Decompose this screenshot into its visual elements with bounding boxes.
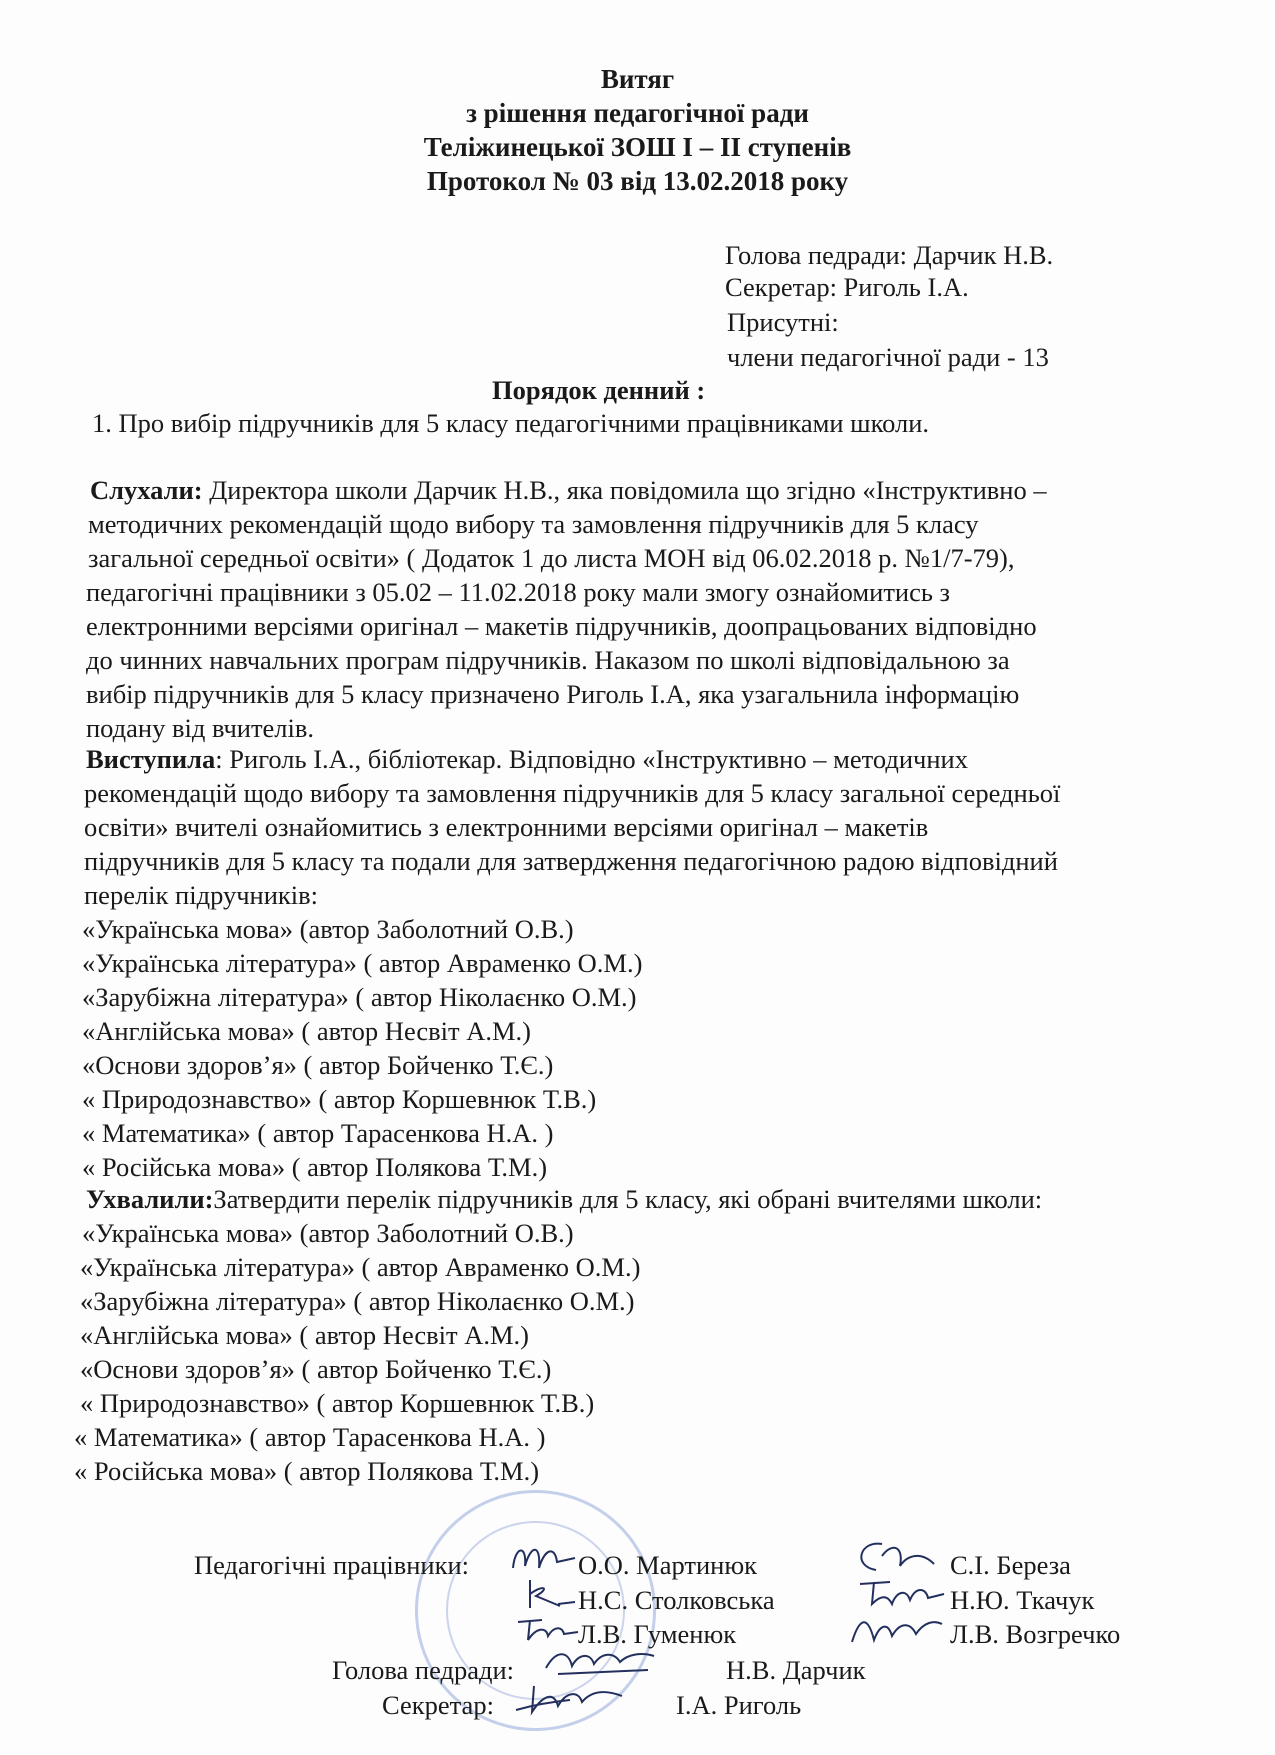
secretary-line: Секретар: Риголь І.А.	[725, 272, 969, 302]
book-item: «Зарубіжна література» ( автор Ніколаєнко О.М.)	[82, 982, 637, 1012]
book-item: «Англійська мова» ( автор Несвіт А.М.)	[80, 1320, 529, 1350]
book-item: « Математика» ( автор Тарасенкова Н.А. )	[82, 1118, 554, 1148]
agenda-title: Порядок денний :	[492, 375, 706, 405]
doc-title: Витяг	[600, 64, 675, 94]
signature-ryhol	[510, 1676, 630, 1720]
book-item: «Англійська мова» ( автор Несвіт А.М.)	[82, 1016, 531, 1046]
staff-name: Н.С. Столковська	[578, 1585, 775, 1615]
school-name: Теліжинецької ЗОШ І – ІІ ступенів	[423, 132, 852, 162]
signature-stolkovska	[520, 1576, 580, 1614]
doc-subtitle: з рішення педагогічної ради	[466, 98, 809, 128]
secretary-sign-name: І.А. Риголь	[676, 1690, 802, 1720]
heard-line	[90, 475, 1047, 506]
signature-vozhrechko	[846, 1610, 946, 1648]
book-item: « Математика» ( автор Тарасенкова Н.А. )	[74, 1422, 546, 1452]
heard-line: подану від вчителів.	[86, 713, 315, 743]
agenda-item: 1. Про вибір підручників для 5 класу педагогічними працівниками школи.	[92, 408, 930, 438]
spoke-line	[86, 744, 968, 775]
heard-line: вибір підручників для 5 класу призначено Риголь І.А, яка узагальнила інформацію	[86, 679, 1020, 709]
protocol-number: Протокол № 03 від 13.02.2018 року	[426, 166, 849, 196]
present-label: Присутні:	[727, 307, 839, 337]
chair-line: Голова педради: Дарчик Н.В.	[725, 240, 1054, 270]
heard-line: електронними версіями оригінал – макетів підручників, доопрацьованих відповідно	[86, 611, 1037, 641]
book-item: «Українська мова» (автор Заболотний О.В.)	[82, 1218, 574, 1248]
chair-sign-name: Н.В. Дарчик	[726, 1655, 866, 1685]
book-item: « Природознавство» ( автор Коршевнюк Т.В.)	[82, 1084, 597, 1114]
decided-line	[86, 1184, 1042, 1215]
staff-name: Н.Ю. Ткачук	[950, 1585, 1095, 1615]
spoke-label: Виступила	[86, 744, 216, 774]
heard-line: до чинних навчальних програм підручників. Наказом по школі відповідальною за	[86, 645, 1010, 675]
heard-line: методичних рекомендацій щодо вибору та замовлення підручників для 5 класу	[88, 509, 979, 539]
staff-name: С.І. Береза	[950, 1550, 1071, 1580]
staff-name: Л.В. Возгречко	[950, 1619, 1121, 1649]
staff-name: Л.В. Гуменюк	[578, 1619, 737, 1649]
spoke-line: освіти» вчителі ознайомитись з електронними версіями оригінал – макетів	[84, 812, 929, 842]
book-item: « Російська мова» ( автор Полякова Т.М.)	[82, 1152, 548, 1182]
spoke-line: перелік підручників:	[84, 880, 319, 910]
signature-martyniuk	[505, 1538, 580, 1578]
heard-line: загальної середньої освіти» ( Додаток 1 до листа МОН від 06.02.2018 р. №1/7-79),	[88, 543, 1015, 573]
heard-text: Директора школи Дарчик Н.В., яка повідомила що згідно «Інструктивно –	[202, 475, 1047, 505]
signature-tkachuk	[856, 1574, 946, 1612]
book-item: «Українська мова» (автор Заболотний О.В.)	[82, 914, 574, 944]
book-item: «Українська література» ( автор Авраменко О.М.)	[80, 1252, 641, 1282]
book-item: «Основи здоров’я» ( автор Бойченко Т.Є.)	[80, 1354, 552, 1384]
secretary-sign-label: Секретар:	[382, 1690, 494, 1720]
spoke-text: : Риголь І.А., бібліотекар. Відповідно «Інструктивно – методичних	[215, 744, 968, 774]
staff-name: О.О. Мартинюк	[578, 1550, 757, 1580]
decided-text: Затвердити перелік підручників для 5 класу, які обрані вчителями школи:	[213, 1184, 1043, 1214]
decided-label: Ухвалили:	[86, 1184, 214, 1214]
book-item: «Основи здоров’я» ( автор Бойченко Т.Є.)	[82, 1050, 554, 1080]
book-item: «Зарубіжна література» ( автор Ніколаєнко О.М.)	[80, 1286, 635, 1316]
book-item: « Природознавство» ( автор Коршевнюк Т.В.)	[80, 1388, 595, 1418]
spoke-line: підручників для 5 класу та подали для затвердження педагогічною радою відповідний	[84, 846, 1058, 876]
present-count: члени педагогічної ради - 13	[727, 342, 1049, 372]
staff-label: Педагогічні працівники:	[194, 1550, 470, 1580]
heard-line: педагогічні працівники з 05.02 – 11.02.2018 року мали змогу ознайомитись з	[86, 577, 951, 607]
book-item: «Українська література» ( автор Авраменко О.М.)	[82, 948, 643, 978]
heard-label: Слухали:	[90, 475, 203, 505]
book-item: « Російська мова» ( автор Полякова Т.М.)	[74, 1456, 540, 1486]
spoke-line: рекомендацій щодо вибору та замовлення підручників для 5 класу загальної середньої	[84, 778, 1061, 808]
chair-sign-label: Голова педради:	[332, 1655, 515, 1685]
